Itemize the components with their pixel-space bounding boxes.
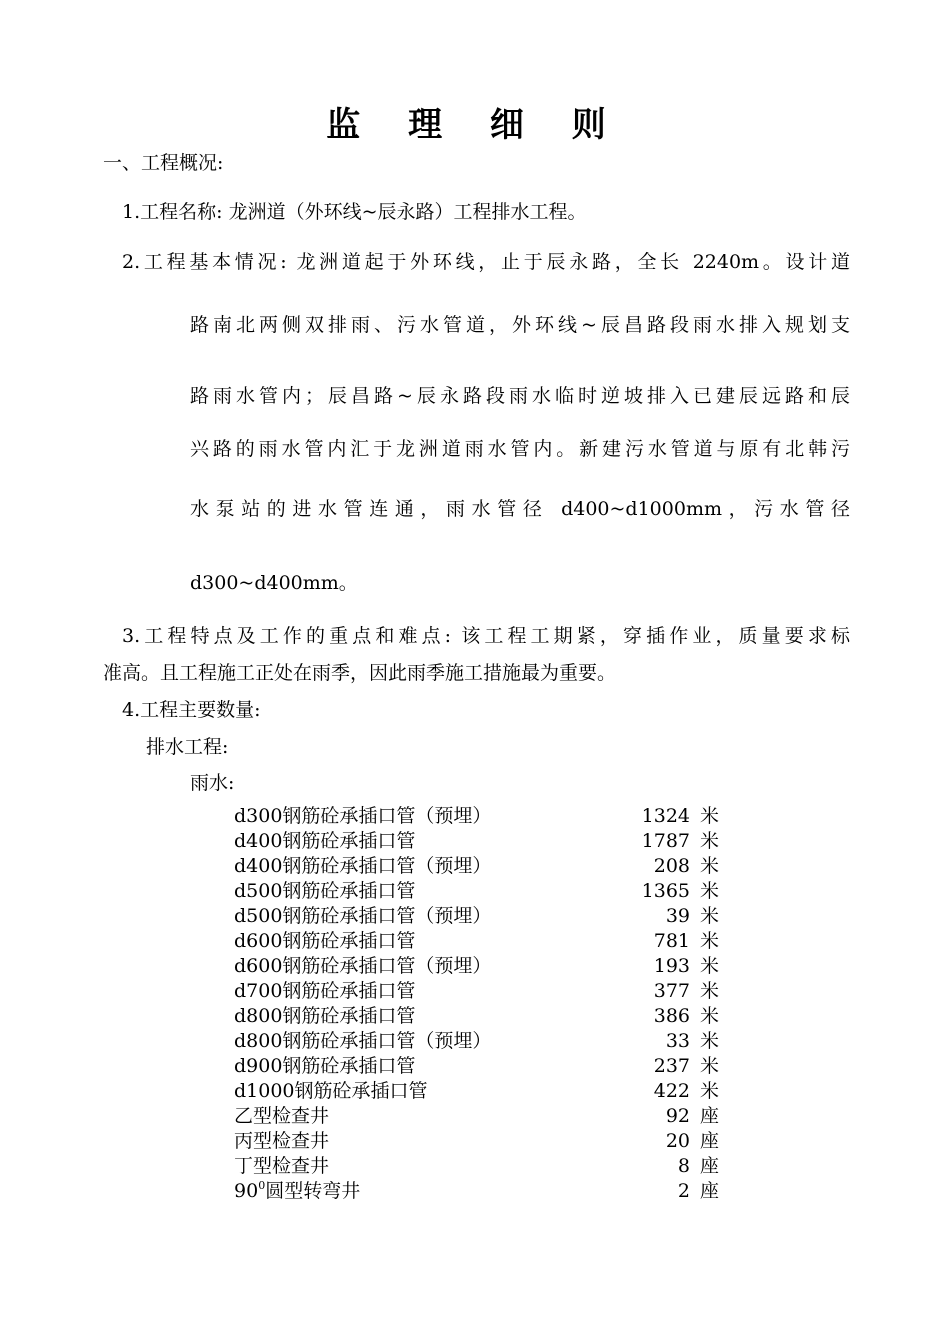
project-basic-info-line-5: 水泵站的进水管连通，雨水管径 d400~d1000mm，污水管径	[190, 498, 850, 520]
quantity-row	[234, 1004, 734, 1029]
item-quantity: 33	[665, 1030, 690, 1052]
item-name: d400钢筋砼承插口管（预埋）	[234, 855, 492, 877]
item-quantity: 237	[653, 1055, 690, 1077]
quantity-row	[234, 1129, 734, 1154]
drainage-label: 排水工程:	[146, 736, 229, 758]
item-unit: 米	[700, 980, 720, 1002]
item-name: d600钢筋砼承插口管	[234, 930, 416, 952]
item-unit: 米	[700, 955, 720, 977]
item-unit: 座	[700, 1130, 720, 1152]
item-name: 丁型检查井	[234, 1155, 330, 1177]
quantity-row	[234, 854, 734, 879]
degree-superscript: 0	[258, 1179, 266, 1192]
item-unit: 座	[700, 1180, 720, 1202]
quantity-row	[234, 904, 734, 929]
item-quantity: 1324	[641, 805, 690, 827]
item-quantity: 8	[677, 1155, 690, 1177]
quantity-row	[234, 954, 734, 979]
item-unit: 座	[700, 1155, 720, 1177]
item-quantity: 1787	[641, 830, 690, 852]
item-unit: 米	[700, 855, 720, 877]
main-quantities-heading: 4.工程主要数量:	[122, 699, 261, 721]
quantity-row	[234, 1179, 734, 1204]
section-heading: 一、工程概况:	[103, 152, 224, 174]
project-basic-info-line-4: 兴路的雨水管内汇于龙洲道雨水管内。新建污水管道与原有北韩污	[190, 438, 850, 460]
item-unit: 座	[700, 1105, 720, 1127]
item-quantity: 20	[665, 1130, 690, 1152]
quantity-row	[234, 1104, 734, 1129]
item-quantity: 386	[653, 1005, 690, 1027]
item-quantity: 2	[677, 1180, 690, 1202]
item-name: d600钢筋砼承插口管（预埋）	[234, 955, 492, 977]
item-quantity: 422	[653, 1080, 690, 1102]
item-unit: 米	[700, 880, 720, 902]
item-unit: 米	[700, 1005, 720, 1027]
item-unit: 米	[700, 1055, 720, 1077]
project-features-line-1: 3.工程特点及工作的重点和难点: 该工程工期紧，穿插作业，质量要求标	[122, 625, 850, 647]
item-name: d800钢筋砼承插口管（预埋）	[234, 1030, 492, 1052]
quantity-row	[234, 1029, 734, 1054]
item-quantity: 193	[653, 955, 690, 977]
quantity-row	[234, 804, 734, 829]
item-name-suffix: 圆型转弯井	[265, 1180, 361, 1202]
item-quantity: 39	[665, 905, 690, 927]
item-name: d800钢筋砼承插口管	[234, 1005, 416, 1027]
item-name: 乙型检查井	[234, 1105, 330, 1127]
item-unit: 米	[700, 930, 720, 952]
item-unit: 米	[700, 905, 720, 927]
item-quantity: 208	[653, 855, 690, 877]
item-name	[234, 1179, 360, 1204]
item-unit: 米	[700, 805, 720, 827]
item-name: d500钢筋砼承插口管（预埋）	[234, 905, 492, 927]
quantity-row	[234, 829, 734, 854]
item-quantity: 92	[665, 1105, 690, 1127]
document-title: 监 理 细 则	[326, 105, 624, 145]
quantity-row	[234, 879, 734, 904]
item-quantity: 781	[653, 930, 690, 952]
quantity-row	[234, 929, 734, 954]
item-name: d400钢筋砼承插口管	[234, 830, 416, 852]
quantity-row	[234, 979, 734, 1004]
quantity-row	[234, 1154, 734, 1179]
item-unit: 米	[700, 1030, 720, 1052]
item-unit: 米	[700, 830, 720, 852]
rain-label: 雨水:	[190, 772, 235, 794]
project-basic-info-line-6: d300~d400mm。	[190, 572, 358, 594]
quantity-row	[234, 1054, 734, 1079]
quantity-list	[234, 804, 734, 1204]
project-basic-info-line-3: 路雨水管内；辰昌路~辰永路段雨水临时逆坡排入已建辰远路和辰	[190, 385, 850, 407]
project-basic-info-line-2: 路南北两侧双排雨、污水管道，外环线~辰昌路段雨水排入规划支	[190, 314, 850, 336]
item-name: 丙型检查井	[234, 1130, 330, 1152]
item-name: d1000钢筋砼承插口管	[234, 1080, 428, 1102]
item-unit: 米	[700, 1080, 720, 1102]
item-quantity: 377	[653, 980, 690, 1002]
item-name-prefix: 90	[234, 1180, 259, 1202]
item-name: d300钢筋砼承插口管（预埋）	[234, 805, 492, 827]
project-features-line-2: 准高。且工程施工正处在雨季，因此雨季施工措施最为重要。	[103, 662, 617, 684]
item-name: d500钢筋砼承插口管	[234, 880, 416, 902]
project-name: 1.工程名称: 龙洲道（外环线~辰永路）工程排水工程。	[122, 201, 587, 223]
project-basic-info-line-1: 2.工程基本情况: 龙洲道起于外环线，止于辰永路，全长 2240m。设计道	[122, 251, 850, 273]
item-quantity: 1365	[641, 880, 690, 902]
item-name: d900钢筋砼承插口管	[234, 1055, 416, 1077]
quantity-row	[234, 1079, 734, 1104]
item-name: d700钢筋砼承插口管	[234, 980, 416, 1002]
